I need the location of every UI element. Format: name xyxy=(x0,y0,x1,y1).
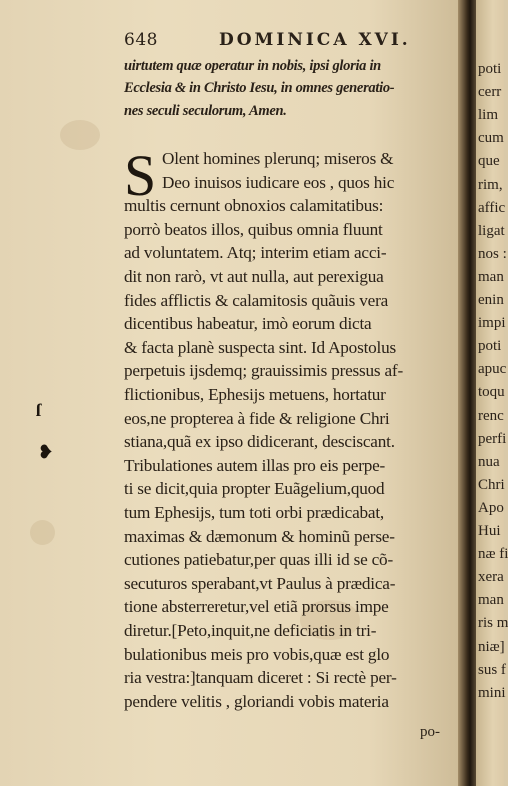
next-page-fragment: apuc xyxy=(478,361,507,378)
next-page-fragment: perfi xyxy=(478,430,507,447)
opening-line: uirtutem quæ operatur in nobis, ipsi gloria in xyxy=(124,58,381,74)
running-head: DOMINICA XVI. xyxy=(219,30,411,50)
body-line: tum Ephesijs, tum toti orbi prædicabat, xyxy=(124,503,385,522)
next-page-fragment: niæ] xyxy=(478,638,505,655)
book-gutter xyxy=(458,0,478,786)
body-line: secuturos sperabant,vt Paulus à prædica- xyxy=(124,573,396,593)
body-line: pendere velitis , gloriandi vobis materia xyxy=(124,691,389,711)
next-page-fragment: Apo xyxy=(478,499,504,516)
body-line: eos,ne propterea à fide & religione Chri xyxy=(124,408,390,428)
body-line: porrò beatos illos, quibus omnia fluunt xyxy=(124,219,383,239)
body-line: stiana,quã ex ipso didicerant, desciscant. xyxy=(124,432,395,452)
page-header xyxy=(124,30,454,54)
next-page-fragment: que xyxy=(478,153,500,170)
body-line: flictionibus, Ephesijs metuens, hortatur xyxy=(124,385,386,404)
next-page-fragment: affic xyxy=(478,199,506,216)
body-line: cutiones patiebatur,per quas illi id se cõ- xyxy=(124,550,393,570)
next-page-fragment: rim, xyxy=(478,176,503,193)
body-line: Olent homines plerunq; miseros & xyxy=(162,149,394,168)
next-page-fragment: xera xyxy=(478,569,504,586)
body-line: maximas & dæmonum & hominũ perse- xyxy=(124,526,395,546)
body-line: ria vestra:]tanquam diceret : Si rectè per- xyxy=(124,668,397,688)
opening-line: Ecclesia & in Christo Iesu, in omnes generatio- xyxy=(124,80,395,96)
next-page-fragment: impi xyxy=(478,315,506,332)
catchword: po- xyxy=(420,724,440,740)
body-line: tione absterreretur,vel etiã prorsus impe xyxy=(124,597,389,617)
body-line: Tribulationes autem illas pro eis perpe- xyxy=(124,455,386,475)
body-line: dicentibus habeatur, imò eorum dicta xyxy=(124,314,372,334)
body-line: & facta planè suspecta sint. Id Apostolus xyxy=(124,337,396,357)
marginal-mark: ſ xyxy=(36,400,42,420)
body-line: perpetuis ijsdemq; grauissimis pressus af- xyxy=(124,361,403,381)
next-page-fragment: Chri xyxy=(478,476,505,493)
body-line: ti se dicit,quia propter Euãgelium,quod xyxy=(124,479,385,499)
book-page-right-edge xyxy=(476,0,508,786)
next-page-fragment: man xyxy=(478,268,504,285)
next-page-fragment: poti xyxy=(478,61,502,77)
marginal-mark: ❥ xyxy=(38,442,54,462)
next-page-fragment: mini xyxy=(478,684,506,701)
next-page-fragment: nua xyxy=(478,453,500,470)
body-line: ad voluntatem. Atq; interim etiam acci- xyxy=(124,243,387,263)
body-line: bulationibus meis pro vobis,quæ est glo xyxy=(124,644,390,664)
next-page-fragment: lim xyxy=(478,107,499,124)
next-page-fragment: Hui xyxy=(478,523,501,539)
body-line: multis cernunt obnoxios calamitatibus: xyxy=(124,196,384,216)
next-page-fragment: man xyxy=(478,592,504,609)
next-page-fragment: cerr xyxy=(478,84,502,101)
opening-line: nes seculi seculorum, Amen. xyxy=(124,103,287,119)
next-page-fragment: cum xyxy=(478,130,504,147)
next-page-fragment: toqu xyxy=(478,384,505,401)
next-page-fragment: næ fi xyxy=(478,546,508,563)
drop-cap-initial: S xyxy=(124,143,157,208)
body-line: Deo inuisos iudicare eos , quos hic xyxy=(162,172,395,192)
body-line: fides afflictis & calamitosis quãuis vera xyxy=(124,290,389,310)
next-page-fragment: enin xyxy=(478,292,504,308)
page-number: 648 xyxy=(124,30,158,50)
next-page-fragment: nos : xyxy=(478,245,507,262)
next-page-fragment: ligat xyxy=(478,222,505,239)
next-page-fragment: sus f xyxy=(478,661,506,678)
body-line: dit non rarò, vt aut nulla, aut perexigua xyxy=(124,267,384,286)
next-page-fragment: ris m xyxy=(478,615,508,632)
body-line: diretur.[Peto,inquit,ne deficiatis in tri- xyxy=(124,621,377,640)
next-page-fragment: renc xyxy=(478,407,504,424)
next-page-fragment: poti xyxy=(478,338,502,355)
